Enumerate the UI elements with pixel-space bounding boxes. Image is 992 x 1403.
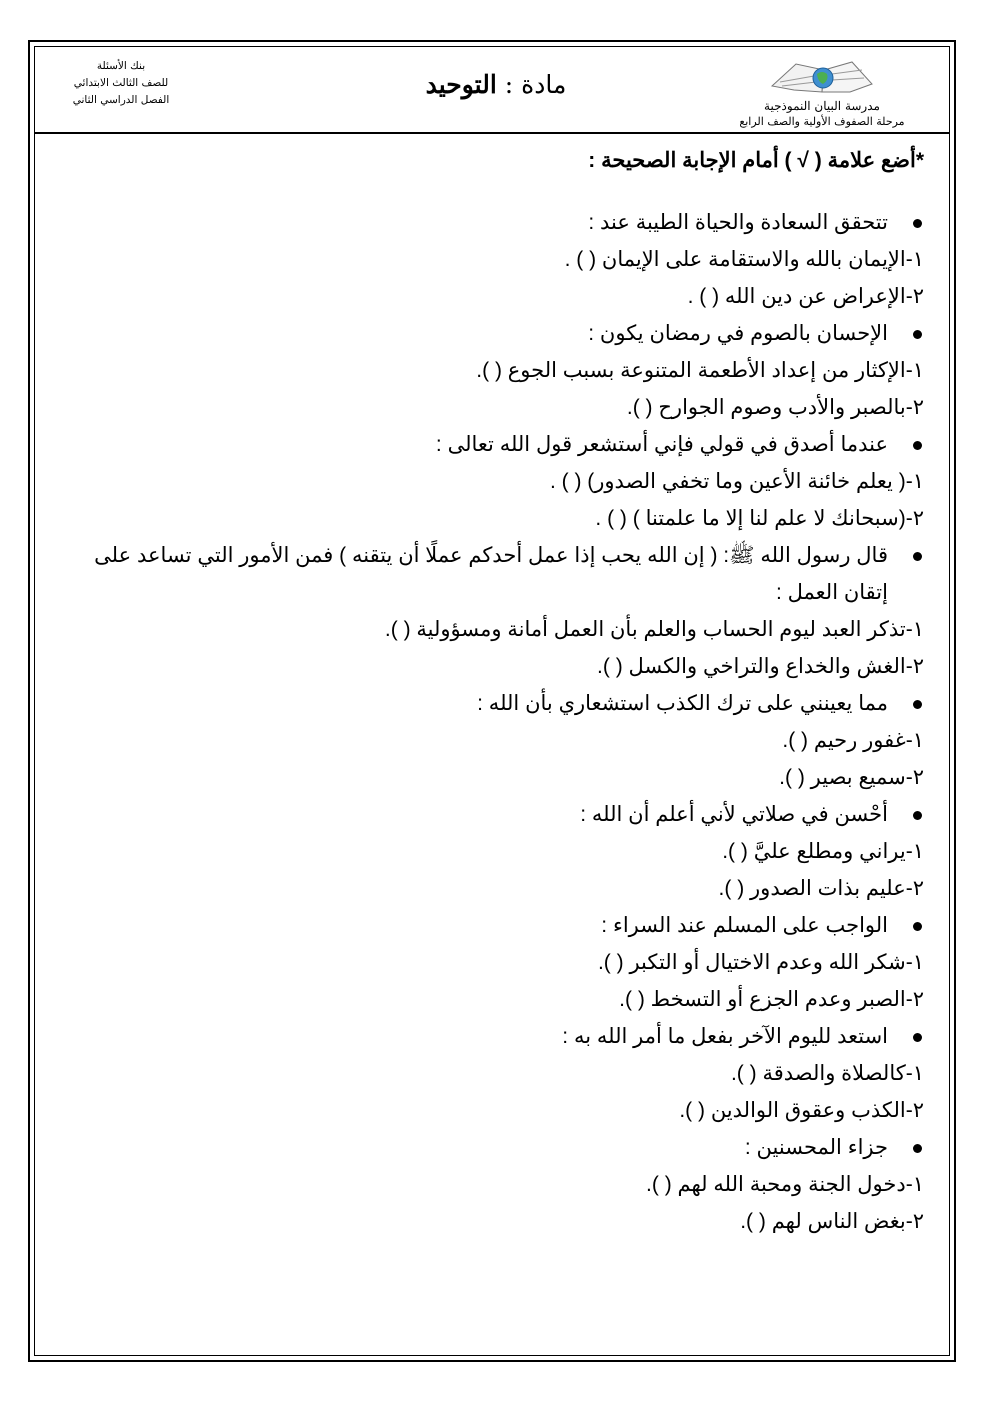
question-1: تتحقق السعادة والحياة الطيبة عند : xyxy=(88,204,928,241)
answer-option[interactable]: ٢-سميع بصير ( ). xyxy=(779,766,924,789)
instruction-heading: *أضع علامة ( √ ) أمام الإجابة الصحيحة : xyxy=(588,149,924,172)
page-header xyxy=(36,48,948,132)
answer-option[interactable]: ١-تذكر العبد ليوم الحساب والعلم بأن العمل أمانة ومسؤولية ( ). xyxy=(384,618,924,641)
answer-option[interactable]: ١-دخول الجنة ومحبة الله لهم ( ). xyxy=(646,1173,924,1196)
questions-list xyxy=(88,204,928,1240)
subject-title xyxy=(376,70,616,99)
answer-option[interactable]: ١-الإكثار من إعداد الأطعمة المتنوعة بسبب الجوع ( ). xyxy=(476,359,924,382)
answer-option[interactable]: ١-غفور رحيم ( ). xyxy=(782,729,924,752)
answer-option[interactable]: ٢-بغض الناس لهم ( ). xyxy=(740,1210,924,1233)
subject-value: التوحيد xyxy=(425,70,497,99)
answer-option[interactable]: ١-يراني ومطلع عليَّ ( ). xyxy=(722,840,924,863)
bank-grade: للصف الثالث الابتدائي xyxy=(73,77,169,89)
answer-option[interactable]: ١-الإيمان بالله والاستقامة على الإيمان ( ) . xyxy=(564,248,924,271)
question-5: مما يعينني على ترك الكذب استشعاري بأن الله : xyxy=(88,685,928,722)
answer-option[interactable]: ٢-عليم بذات الصدور ( ). xyxy=(718,877,924,900)
question-6: أحْسن في صلاتي لأني أعلم أن الله : xyxy=(88,796,928,833)
question-8: استعد لليوم الآخر بفعل ما أمر الله به : xyxy=(88,1018,928,1055)
subject-label: مادة : xyxy=(504,70,567,99)
school-stage: مرحلة الصفوف الأولية والصف الرابع xyxy=(739,115,905,128)
question-9: جزاء المحسنين : xyxy=(88,1129,928,1166)
question-4: قال رسول الله ﷺ: ( إن الله يحب إذا عمل أحدكم عملًا أن يتقنه ) فمن الأمور التي تساعد على إتقان العمل : xyxy=(88,537,928,611)
question-7: الواجب على المسلم عند السراء : xyxy=(88,907,928,944)
answer-option[interactable]: ١-( يعلم خائنة الأعين وما تخفي الصدور) ( ) . xyxy=(549,470,924,493)
question-2: الإحسان بالصوم في رمضان يكون : xyxy=(88,315,928,352)
bank-title: بنك الأسئلة xyxy=(96,60,146,72)
question-bank-block xyxy=(46,58,196,109)
school-block xyxy=(702,56,942,130)
bank-semester: الفصل الدراسي الثاني xyxy=(72,94,170,106)
school-name: مدرسة البيان النموذجية xyxy=(764,99,880,113)
question-3: عندما أصدق في قولي فإني أستشعر قول الله تعالى : xyxy=(88,426,928,463)
answer-option[interactable]: ٢-الغش والخداع والتراخي والكسل ( ). xyxy=(597,655,924,678)
answer-option[interactable]: ٢-الإعراض عن دين الله ( ) . xyxy=(687,285,924,308)
answer-option[interactable]: ٢-بالصبر والأدب وصوم الجوارح ( ). xyxy=(626,396,924,419)
header-divider xyxy=(34,132,950,134)
school-logo-icon xyxy=(766,56,878,96)
answer-option[interactable]: ٢-الصبر وعدم الجزع أو التسخط ( ). xyxy=(619,988,924,1011)
answer-option[interactable]: ٢-(سبحانك لا علم لنا إلا ما علمتنا ) ( ) . xyxy=(595,507,924,530)
answer-option[interactable]: ١-شكر الله وعدم الاختيال أو التكبر ( ). xyxy=(597,951,924,974)
answer-option[interactable]: ٢-الكذب وعقوق الوالدين ( ). xyxy=(679,1099,924,1122)
answer-option[interactable]: ١-كالصلاة والصدقة ( ). xyxy=(730,1062,924,1085)
